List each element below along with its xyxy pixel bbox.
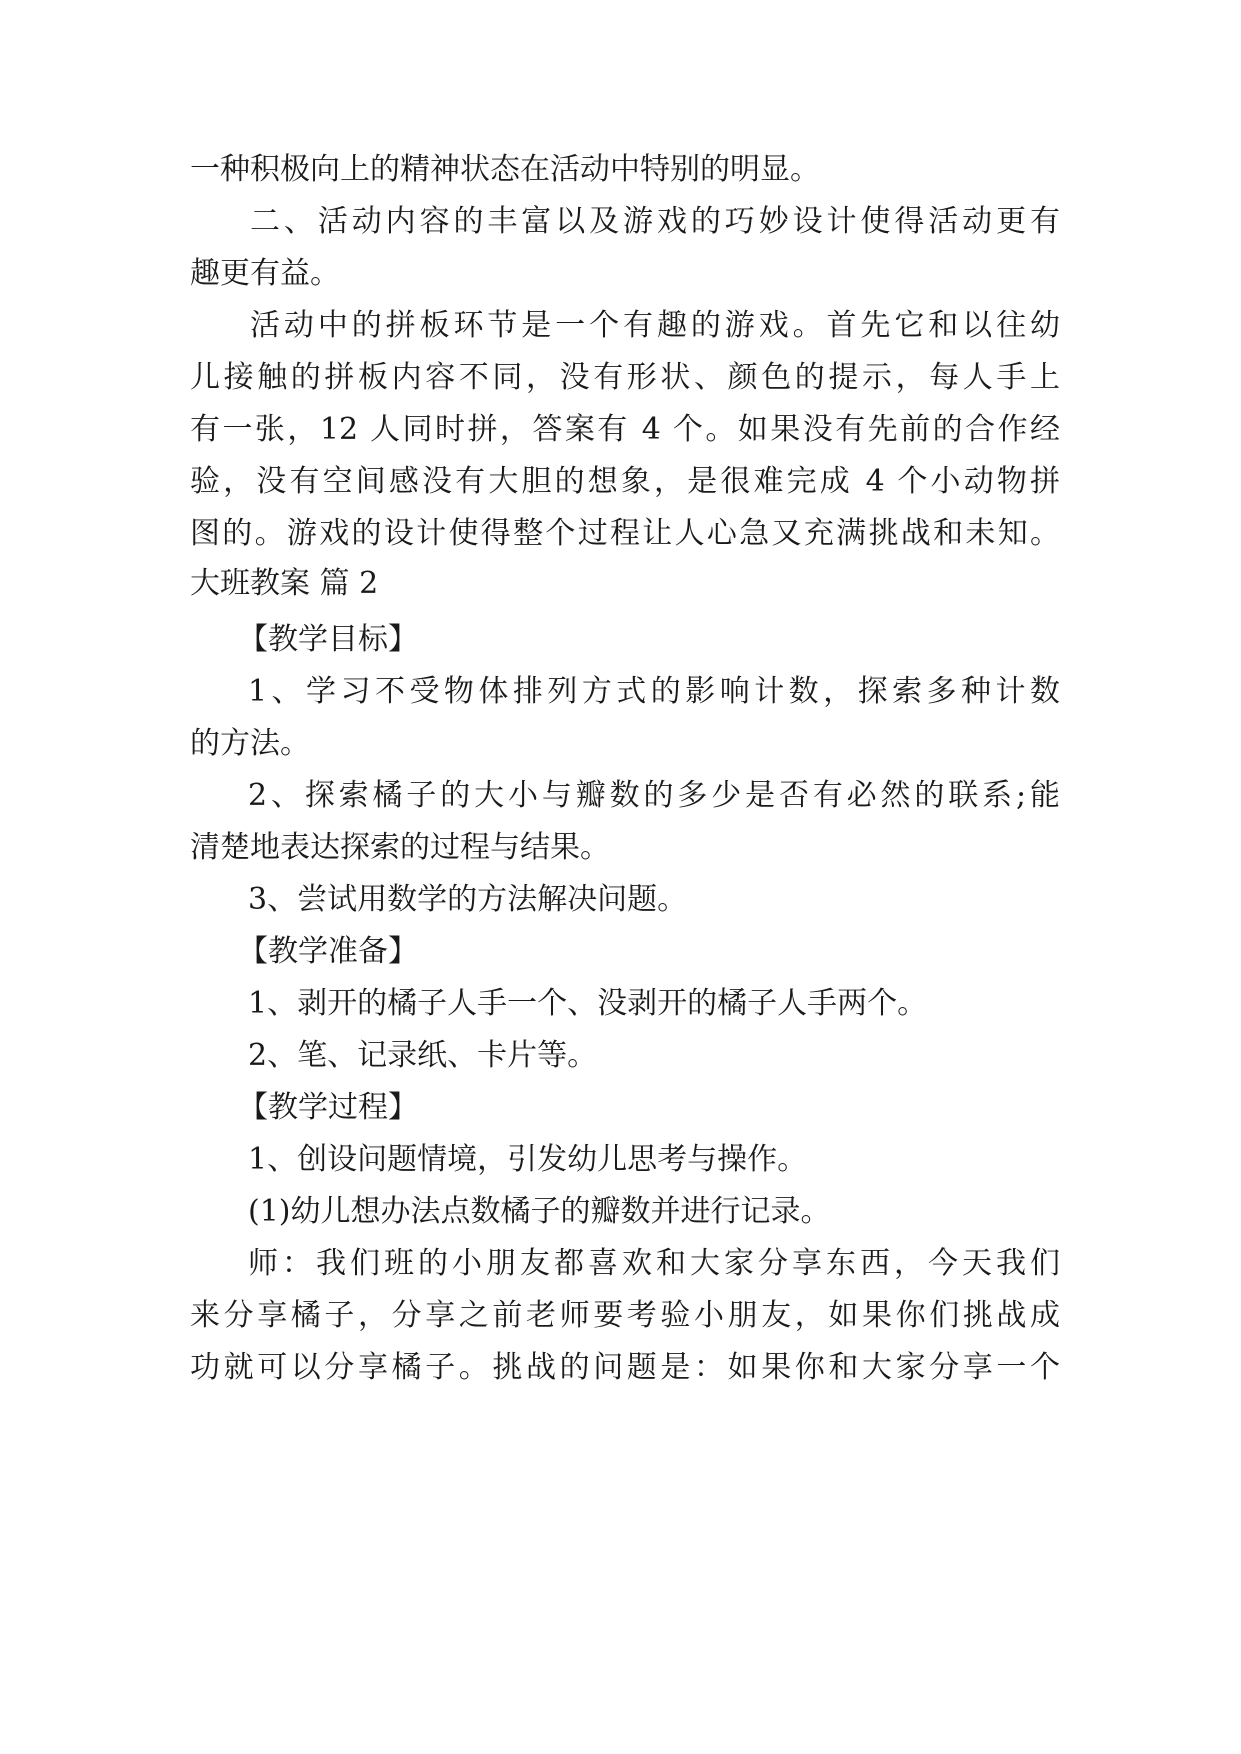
paragraph-line: 有一张，12 人同时拼，答案有 4 个。如果没有先前的合作经 — [190, 412, 1060, 447]
paragraph-line: 功就可以分享橘子。挑战的问题是：如果你和大家分享一个 — [190, 1350, 1060, 1385]
list-item: 2、探索橘子的大小与瓣数的多少是否有必然的联系;能 — [248, 778, 1060, 813]
paragraph-line: 活动中的拼板环节是一个有趣的游戏。首先它和以往幼 — [250, 308, 1060, 343]
list-item: 清楚地表达探索的过程与结果。 — [190, 830, 610, 865]
paragraph-line: 来分享橘子，分享之前老师要考验小朋友，如果你们挑战成 — [190, 1298, 1060, 1333]
list-item: 1、剥开的橘子人手一个、没剥开的橘子人手两个。 — [248, 986, 928, 1021]
section-title: 大班教案 篇 2 — [190, 566, 379, 601]
heading-teaching-process: 【教学过程】 — [238, 1090, 418, 1125]
paragraph-line: 图的。游戏的设计使得整个过程让人心急又充满挑战和未知。 — [190, 516, 1060, 551]
list-item: 1、创设问题情境，引发幼儿思考与操作。 — [248, 1142, 808, 1177]
list-item: 的方法。 — [190, 726, 310, 761]
section-heading: 趣更有益。 — [190, 256, 340, 291]
list-item: 1、学习不受物体排列方式的影响计数，探索多种计数 — [248, 674, 1060, 709]
paragraph-line: 儿接触的拼板内容不同，没有形状、颜色的提示，每人手上 — [190, 360, 1060, 395]
heading-teaching-goals: 【教学目标】 — [238, 622, 418, 657]
paragraph-line: 一种积极向上的精神状态在活动中特别的明显。 — [190, 152, 820, 187]
list-item: 3、尝试用数学的方法解决问题。 — [248, 882, 688, 917]
list-item: (1)幼儿想办法点数橘子的瓣数并进行记录。 — [248, 1194, 831, 1229]
paragraph-line: 验，没有空间感没有大胆的想象，是很难完成 4 个小动物拼 — [190, 464, 1060, 499]
heading-teaching-preparation: 【教学准备】 — [238, 934, 418, 969]
list-item: 2、笔、记录纸、卡片等。 — [248, 1038, 598, 1073]
paragraph-line: 师：我们班的小朋友都喜欢和大家分享东西，今天我们 — [248, 1246, 1060, 1281]
section-heading: 二、活动内容的丰富以及游戏的巧妙设计使得活动更有 — [250, 204, 1060, 239]
